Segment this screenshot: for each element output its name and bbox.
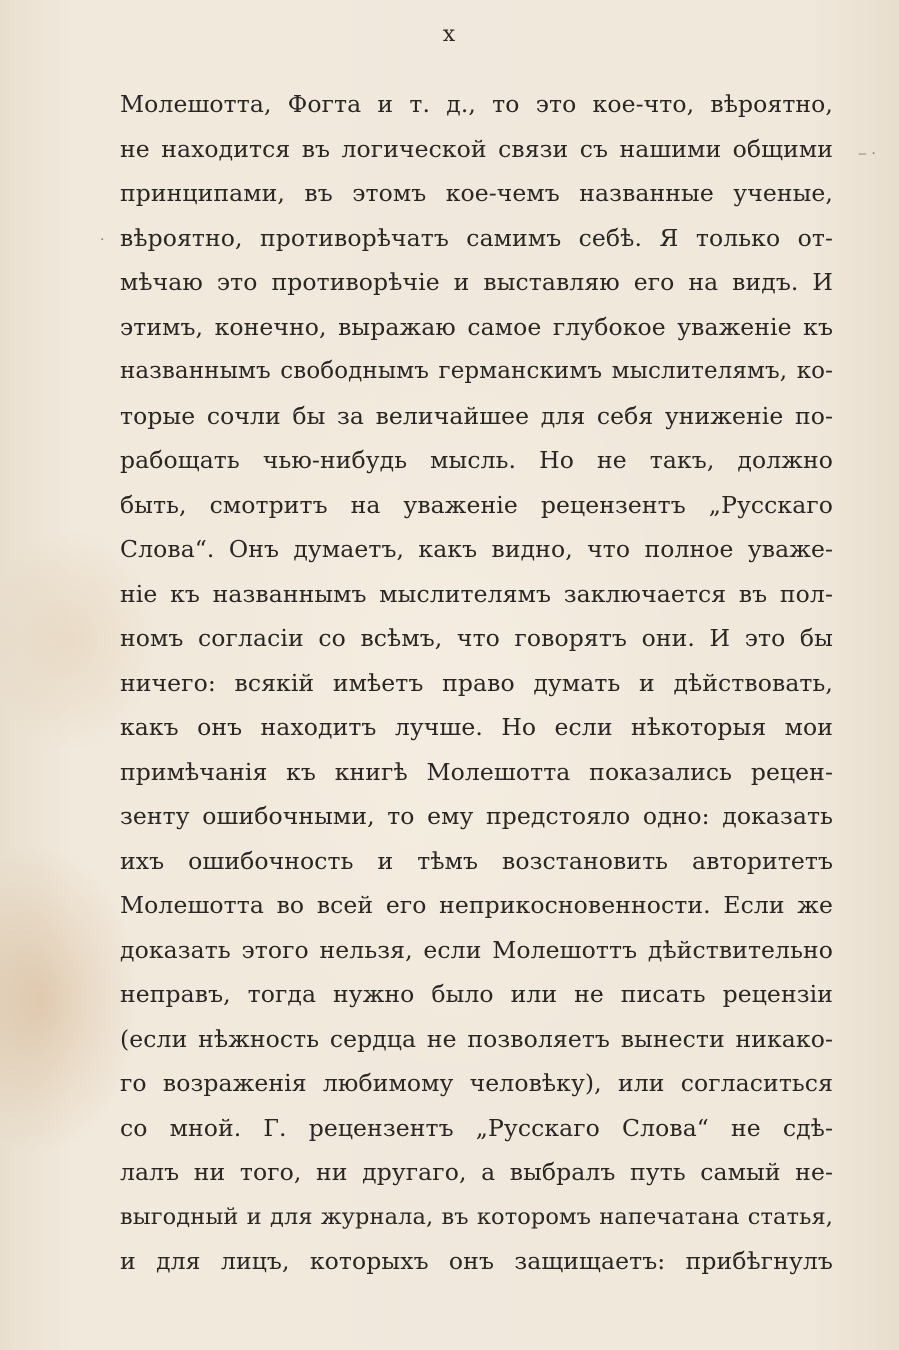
text-line: рабощать чью-нибудь мысль. Но не такъ, должно [120,446,833,474]
text-line: ихъ ошибочность и тѣмъ возстановить авторитетъ [120,846,833,875]
text-line: быть, смотритъ на уваженіе рецензентъ „Русскаго [120,490,833,519]
text-line: Молешотта, Фогта и т. д., то это кое-что, вѣроятно, [120,90,833,118]
text-line: зенту ошибочными, то ему предстояло одно: доказать [120,802,833,830]
margin-mark: · [100,232,105,248]
text-line: торые сочли бы за величайшее для себя униженіе по- [120,401,833,430]
text-line: и для лицъ, которыхъ онъ защищаетъ: прибѣгнулъ [120,1247,833,1275]
text-line: со мной. Г. рецензентъ „Русскаго Слова“ не сдѣ- [120,1113,833,1142]
text-line: ніе къ названнымъ мыслителямъ заключается въ пол- [120,579,833,608]
text-line: не находится въ логической связи съ нашими общими [120,134,833,163]
text-line: го возраженія любимому человѣку), или согласиться [120,1069,833,1097]
page-number: x [442,22,457,47]
text-line: Молешотта во всей его неприкосновенности. Если же [120,891,833,919]
text-line: ничего: всякій имѣетъ право думать и дѣйствовать, [120,668,833,697]
text-line: названнымъ свободнымъ германскимъ мыслителямъ, ко- [120,358,833,384]
text-line: номъ согласіи со всѣмъ, что говорятъ они. И это бы [120,624,833,652]
margin-mark: ‒ · [858,146,876,162]
text-line: вѣроятно, противорѣчатъ самимъ себѣ. Я только от- [120,223,833,252]
text-line: доказать этого нельзя, если Молешоттъ дѣйствительно [120,935,833,964]
text-line: лалъ ни того, ни другаго, а выбралъ путь самый не- [120,1158,833,1186]
body-text [120,82,833,1284]
text-line: мѣчаю это противорѣчіе и выставляю его на видъ. И [120,268,833,296]
text-line: выгодный и для журнала, въ которомъ напечатана статья, [120,1203,833,1230]
text-line: принципами, въ этомъ кое-чемъ названные ученые, [120,179,833,207]
text-line: неправъ, тогда нужно было или не писать рецензіи [120,980,833,1008]
text-line: примѣчанія къ книгѣ Молешотта показались рецен- [120,757,833,786]
text-line: Слова“. Онъ думаетъ, какъ видно, что полное уваже- [120,535,833,563]
text-line: (если нѣжность сердца не позволяетъ вынести никако- [120,1024,833,1053]
text-line: какъ онъ находитъ лучше. Но если нѣкоторыя мои [120,713,833,741]
text-line: этимъ, конечно, выражаю самое глубокое уваженіе къ [120,312,833,341]
